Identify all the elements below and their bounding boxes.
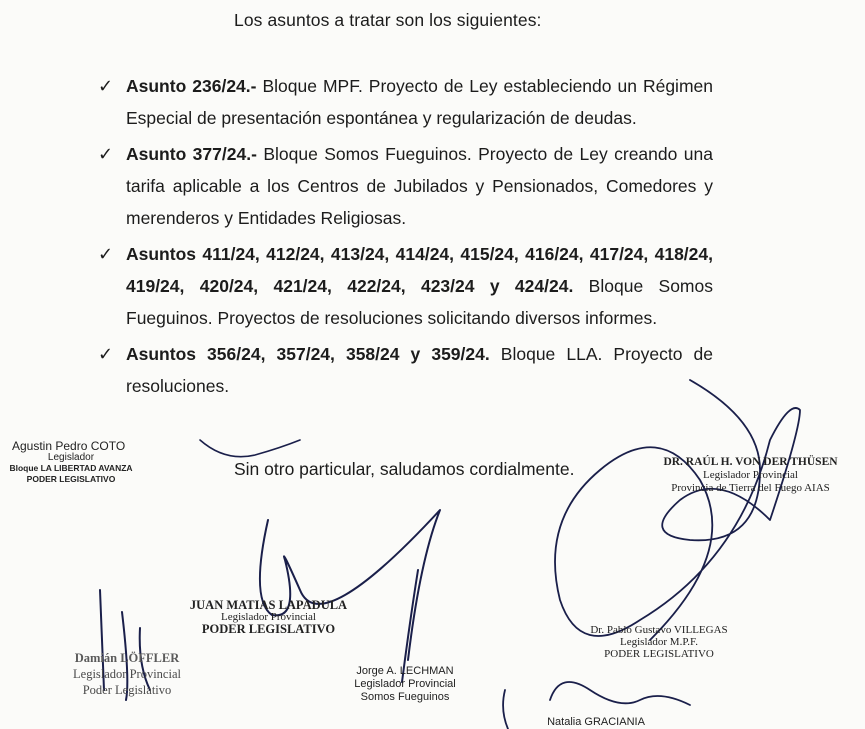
list-item [98, 138, 713, 234]
signature-block-graciania [536, 716, 656, 729]
signatory-title: Legislador Provincial [354, 678, 456, 690]
agenda-item-title: Asunto 377/24.- [126, 144, 257, 164]
check-icon: ✓ [98, 76, 114, 96]
signatory-name: Natalia GRACIANIA [547, 716, 645, 728]
agenda-item-text [126, 70, 713, 134]
signatory-institution: Poder Legislativo [82, 683, 172, 697]
list-item [98, 238, 713, 334]
signatory-title: Legislador [47, 452, 95, 463]
signatory-title: Legislador Provincial [702, 469, 798, 481]
check-icon: ✓ [98, 244, 114, 264]
signatory-institution: PODER LEGISLATIVO [604, 648, 714, 660]
list-item [98, 70, 713, 134]
signatory-institution: Provincia de Tierra del Fuego AIAS [671, 482, 830, 494]
agenda-item-text [126, 138, 713, 234]
signatory-title: Legislador M.P.F. [620, 636, 698, 648]
signature-block-loffler [62, 650, 192, 698]
check-icon: ✓ [98, 144, 114, 164]
agenda-item-body: Bloque Somos Fueguinos. Proyectos de resoluciones solicitando diversos informes. [126, 276, 713, 328]
signature-lapadula-stroke [260, 510, 440, 660]
signatory-title: Legislador Provincial [220, 611, 316, 623]
signatory-name: Jorge A. LECHMAN [356, 665, 454, 677]
signature-block-vonder-thusen [648, 456, 853, 495]
signatory-name: JUAN MATIAS LAPADULA [189, 598, 348, 612]
list-item [98, 338, 713, 402]
agenda-item-title: Asuntos 411/24, 412/24, 413/24, 414/24, 415/24, 416/24, 417/24, 418/24, 419/24, 420/24, 421/24, 422/24, 423/24 y 424/24. [126, 244, 713, 296]
check-icon: ✓ [98, 344, 114, 364]
signature-block-lechman [340, 665, 470, 704]
agenda-item-title: Asuntos 356/24, 357/24, 358/24 y 359/24. [126, 344, 490, 364]
signatory-institution: PODER LEGISLATIVO [201, 622, 336, 636]
signatory-bloc: Somos Fueguinos [360, 691, 450, 703]
agenda-item-body: Bloque Somos Fueguinos. Proyecto de Ley creando una tarifa aplicable a los Centros de Jubilados y Pensionados, Comedores y merenderos y Entidades Religiosas. [126, 144, 713, 228]
signature-coto-stroke [200, 440, 300, 457]
signatory-name: Damián LÖFFLER [74, 651, 180, 665]
signature-block-lapadula [186, 599, 351, 635]
signatory-bloc: Bloque LA LIBERTAD AVANZA [9, 463, 133, 473]
signatory-name: Agustin Pedro COTO [12, 439, 126, 453]
signature-villegas-stroke [555, 380, 800, 640]
signature-block-coto [8, 441, 134, 485]
closing-text: Sin otro particular, saludamos cordialmente. [234, 459, 575, 479]
agenda-item-text [126, 238, 713, 334]
agenda-item-title: Asunto 236/24.- [126, 76, 257, 96]
signatory-institution: PODER LEGISLATIVO [26, 474, 116, 484]
signature-block-villegas [574, 624, 744, 660]
agenda-list [98, 70, 713, 406]
signatory-name: Dr. Pablo Gustavo VILLEGAS [590, 624, 728, 636]
agenda-item-body: Bloque LLA. Proyecto de resoluciones. [126, 344, 713, 396]
intro-text: Los asuntos a tratar son los siguientes: [234, 10, 542, 30]
signatory-name: DR. RAÚL H. VON DER THÜSEN [663, 456, 838, 468]
agenda-item-text [126, 338, 713, 402]
signatory-title: Legislador Provincial [73, 667, 181, 681]
agenda-item-body: Bloque MPF. Proyecto de Ley estableciendo un Régimen Especial de presentación espontánea y regularización de deudas. [126, 76, 713, 128]
